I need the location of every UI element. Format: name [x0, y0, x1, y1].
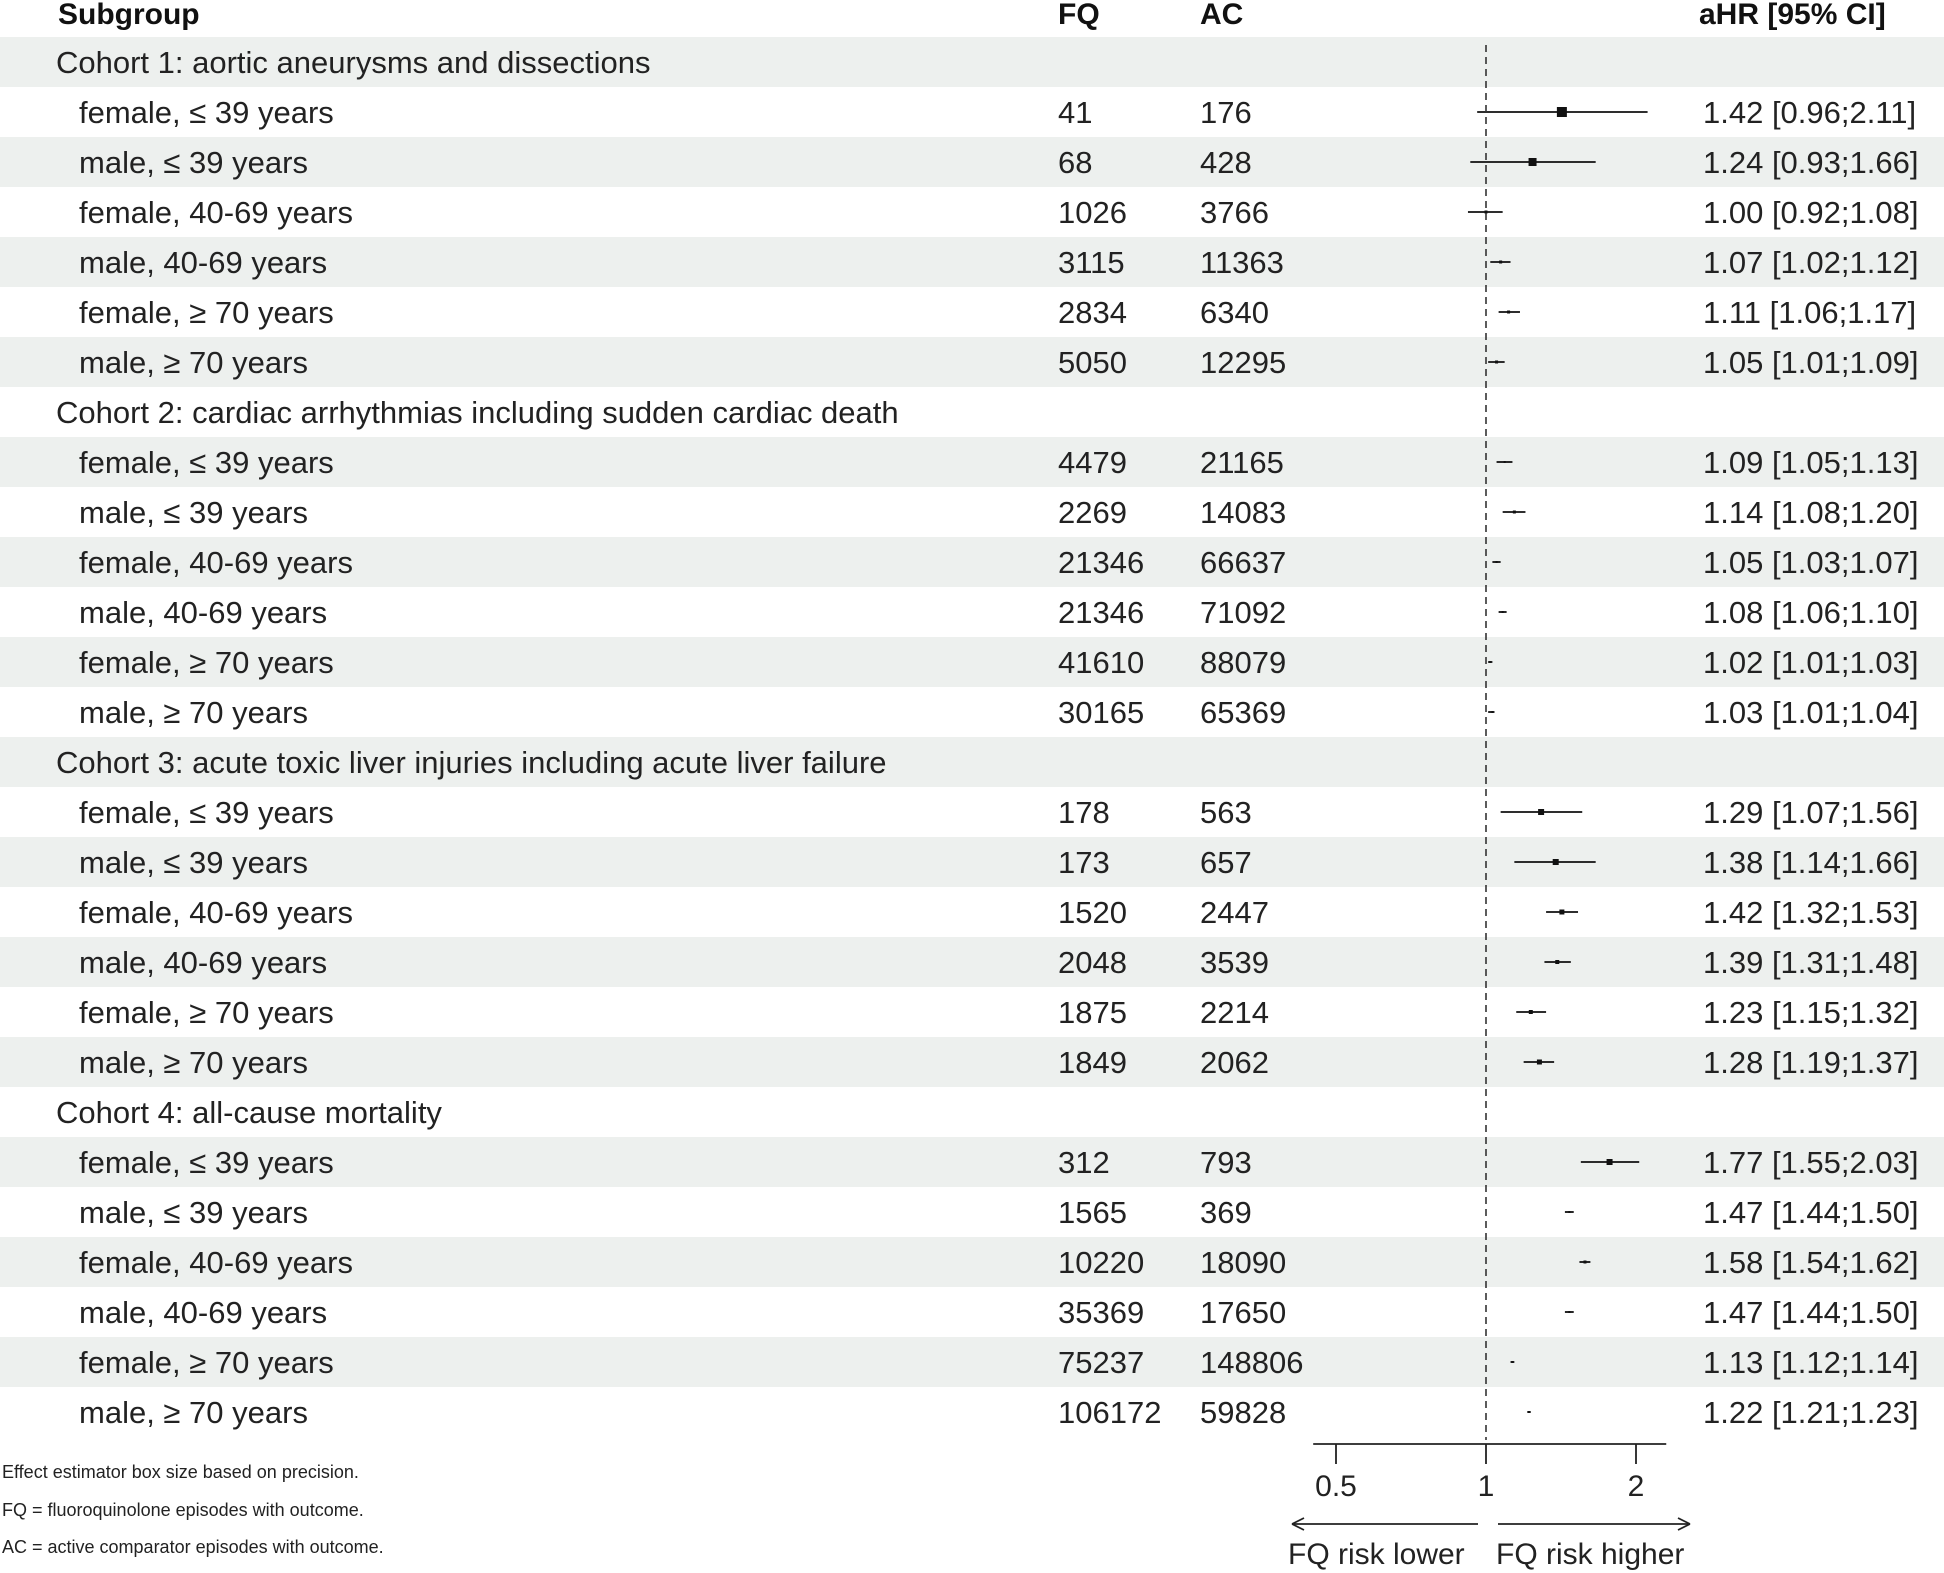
ac-count: 2214: [1200, 995, 1269, 1030]
subgroup-label: female, ≥ 70 years: [79, 1345, 334, 1380]
subgroup-label: female, 40-69 years: [79, 895, 353, 930]
estimate-box: [1496, 561, 1498, 563]
fq-count: 1875: [1058, 995, 1127, 1030]
ac-count: 793: [1200, 1145, 1252, 1180]
header-ahr: aHR [95% CI]: [1699, 0, 1886, 31]
subgroup-label: male, 40-69 years: [79, 945, 328, 980]
table-row: [79, 295, 1916, 330]
ac-count: 657: [1200, 845, 1252, 880]
cohort-row: [56, 395, 899, 430]
estimate-box: [1504, 461, 1506, 463]
estimate-box: [1502, 611, 1504, 613]
axis-tick-label: 1: [1477, 1470, 1495, 1503]
fq-count: 312: [1058, 1145, 1110, 1180]
table-row: [79, 95, 1916, 130]
subgroup-label: male, ≤ 39 years: [79, 1195, 308, 1230]
fq-count: 21346: [1058, 595, 1145, 630]
estimate-box: [1529, 1010, 1533, 1014]
ahr-value: 1.05 [1.01;1.09]: [1703, 345, 1919, 380]
ahr-value: 1.42 [0.96;2.11]: [1703, 95, 1917, 130]
ac-count: 11363: [1200, 245, 1284, 280]
ahr-value: 1.05 [1.03;1.07]: [1703, 545, 1919, 580]
ahr-value: 1.14 [1.08;1.20]: [1703, 495, 1919, 530]
cohort-label: Cohort 2: cardiac arrhythmias including sudden cardiac death: [56, 395, 899, 430]
cohort-row: [56, 45, 650, 80]
ahr-value: 1.24 [0.93;1.66]: [1703, 145, 1919, 180]
subgroup-label: male, ≥ 70 years: [79, 1395, 308, 1430]
estimate-box: [1559, 910, 1564, 915]
subgroup-label: female, ≤ 39 years: [79, 445, 334, 480]
ac-count: 369: [1200, 1195, 1252, 1230]
header-ac: AC: [1200, 0, 1244, 31]
ac-count: 59828: [1200, 1395, 1287, 1430]
fq-count: 41: [1058, 95, 1093, 130]
estimate-box: [1513, 511, 1516, 514]
ahr-value: 1.07 [1.02;1.12]: [1703, 245, 1919, 280]
fq-count: 3115: [1058, 245, 1125, 280]
table-row: [79, 595, 1918, 630]
fq-count: 106172: [1058, 1395, 1162, 1430]
subgroup-label: male, 40-69 years: [79, 245, 328, 280]
estimate-box: [1607, 1159, 1613, 1165]
ac-count: 3766: [1200, 195, 1269, 230]
cohort-row: [56, 745, 887, 780]
ahr-value: 1.42 [1.32;1.53]: [1703, 895, 1919, 930]
subgroup-label: female, 40-69 years: [79, 1245, 353, 1280]
fq-count: 178: [1058, 795, 1110, 830]
footnote-ac: AC = active comparator episodes with outcome.: [2, 1537, 384, 1557]
ahr-value: 1.09 [1.05;1.13]: [1703, 445, 1919, 480]
table-row: [79, 195, 1918, 230]
table-row: [79, 495, 1918, 530]
fq-count: 2834: [1058, 295, 1127, 330]
fq-count: 5050: [1058, 345, 1127, 380]
ac-count: 88079: [1200, 645, 1287, 680]
subgroup-label: female, ≥ 70 years: [79, 295, 334, 330]
axis-direction-labels: [1288, 1518, 1690, 1571]
table-row: [79, 695, 1918, 730]
table-row: [79, 895, 1918, 930]
ahr-value: 1.38 [1.14;1.66]: [1703, 845, 1919, 880]
estimate-box: [1538, 809, 1544, 815]
ac-count: 14083: [1200, 495, 1287, 530]
subgroup-label: female, ≥ 70 years: [79, 645, 334, 680]
ac-count: 176: [1200, 95, 1252, 130]
ac-count: 563: [1200, 795, 1252, 830]
x-axis: [1313, 1444, 1666, 1503]
table-row: [79, 995, 1918, 1030]
cohort-label: Cohort 3: acute toxic liver injuries including acute liver failure: [56, 745, 887, 780]
ac-count: 3539: [1200, 945, 1269, 980]
ac-count: 66637: [1200, 545, 1287, 580]
subgroup-label: male, ≤ 39 years: [79, 495, 308, 530]
fq-count: 1026: [1058, 195, 1127, 230]
subgroup-label: female, ≤ 39 years: [79, 1145, 334, 1180]
ahr-value: 1.39 [1.31;1.48]: [1703, 945, 1919, 980]
fq-count: 30165: [1058, 695, 1145, 730]
ahr-value: 1.23 [1.15;1.32]: [1703, 995, 1919, 1030]
ahr-value: 1.29 [1.07;1.56]: [1703, 795, 1919, 830]
subgroup-label: male, ≤ 39 years: [79, 845, 308, 880]
axis-tick-label: 0.5: [1315, 1470, 1357, 1503]
subgroup-label: female, ≤ 39 years: [79, 95, 334, 130]
table-row: [79, 795, 1918, 830]
cohort-row: [56, 1095, 442, 1130]
ac-count: 21165: [1200, 445, 1284, 480]
table-row: [79, 1395, 1918, 1430]
estimate-box: [1507, 311, 1510, 314]
ahr-value: 1.02 [1.01;1.03]: [1703, 645, 1919, 680]
table-row: [79, 1195, 1918, 1230]
label-fq-risk-lower: FQ risk lower: [1288, 1538, 1465, 1571]
ahr-value: 1.77 [1.55;2.03]: [1703, 1145, 1919, 1180]
ac-count: 12295: [1200, 345, 1287, 380]
fq-count: 35369: [1058, 1295, 1145, 1330]
subgroup-label: female, ≤ 39 years: [79, 795, 334, 830]
fq-count: 173: [1058, 845, 1110, 880]
ac-count: 2062: [1200, 1045, 1269, 1080]
ac-count: 6340: [1200, 295, 1269, 330]
subgroup-label: female, ≥ 70 years: [79, 995, 334, 1030]
estimate-box: [1489, 661, 1491, 663]
fq-count: 2269: [1058, 495, 1127, 530]
header-fq: FQ: [1058, 0, 1100, 31]
subgroup-label: female, 40-69 years: [79, 195, 353, 230]
ac-count: 17650: [1200, 1295, 1287, 1330]
fq-count: 1520: [1058, 895, 1127, 930]
subgroup-label: male, ≤ 39 years: [79, 145, 308, 180]
ac-count: 18090: [1200, 1245, 1287, 1280]
estimate-box: [1495, 361, 1498, 364]
estimate-box: [1568, 1311, 1570, 1313]
subgroup-label: male, ≥ 70 years: [79, 345, 308, 380]
fq-count: 41610: [1058, 645, 1145, 680]
ahr-value: 1.28 [1.19;1.37]: [1703, 1045, 1919, 1080]
footnote-fq: FQ = fluoroquinolone episodes with outcome.: [2, 1500, 364, 1520]
table-row: [79, 1295, 1918, 1330]
fq-count: 1565: [1058, 1195, 1127, 1230]
estimate-box: [1557, 107, 1567, 117]
fq-count: 68: [1058, 145, 1093, 180]
ahr-value: 1.47 [1.44;1.50]: [1703, 1295, 1919, 1330]
ac-count: 2447: [1200, 895, 1269, 930]
estimate-box: [1537, 1060, 1542, 1065]
cohort-label: Cohort 4: all-cause mortality: [56, 1095, 442, 1130]
fq-count: 2048: [1058, 945, 1127, 980]
footnotes: [2, 1462, 384, 1557]
ahr-value: 1.00 [0.92;1.08]: [1703, 195, 1919, 230]
estimate-box: [1568, 1211, 1570, 1213]
fq-count: 4479: [1058, 445, 1127, 480]
estimate-box: [1529, 158, 1537, 166]
subgroup-label: male, ≥ 70 years: [79, 1045, 308, 1080]
cohort-label: Cohort 1: aortic aneurysms and dissections: [56, 45, 651, 80]
ahr-value: 1.11 [1.06;1.17]: [1703, 295, 1917, 330]
ac-count: 148806: [1200, 1345, 1304, 1380]
ahr-value: 1.58 [1.54;1.62]: [1703, 1245, 1919, 1280]
estimate-box: [1528, 1411, 1530, 1413]
footnote-box-size: Effect estimator box size based on precision.: [2, 1462, 359, 1482]
header-subgroup: Subgroup: [58, 0, 200, 31]
subgroup-label: male, 40-69 years: [79, 595, 328, 630]
estimate-box: [1491, 711, 1493, 713]
axis-tick-label: 2: [1627, 1470, 1645, 1503]
estimate-box: [1555, 960, 1559, 964]
ac-count: 428: [1200, 145, 1252, 180]
subgroup-label: female, 40-69 years: [79, 545, 353, 580]
fq-count: 1849: [1058, 1045, 1127, 1080]
ahr-value: 1.03 [1.01;1.04]: [1703, 695, 1919, 730]
ahr-value: 1.22 [1.21;1.23]: [1703, 1395, 1919, 1430]
subgroup-label: male, 40-69 years: [79, 1295, 328, 1330]
fq-count: 75237: [1058, 1345, 1145, 1380]
fq-count: 21346: [1058, 545, 1145, 580]
estimate-box: [1511, 1361, 1513, 1363]
label-fq-risk-higher: FQ risk higher: [1496, 1538, 1685, 1571]
ac-count: 71092: [1200, 595, 1287, 630]
subgroup-label: male, ≥ 70 years: [79, 695, 308, 730]
estimate-box: [1499, 261, 1502, 264]
ahr-value: 1.08 [1.06;1.10]: [1703, 595, 1919, 630]
ahr-value: 1.47 [1.44;1.50]: [1703, 1195, 1919, 1230]
estimate-box: [1553, 859, 1559, 865]
estimate-box: [1583, 1261, 1586, 1264]
fq-count: 10220: [1058, 1245, 1145, 1280]
ac-count: 65369: [1200, 695, 1287, 730]
ahr-value: 1.13 [1.12;1.14]: [1703, 1345, 1919, 1380]
